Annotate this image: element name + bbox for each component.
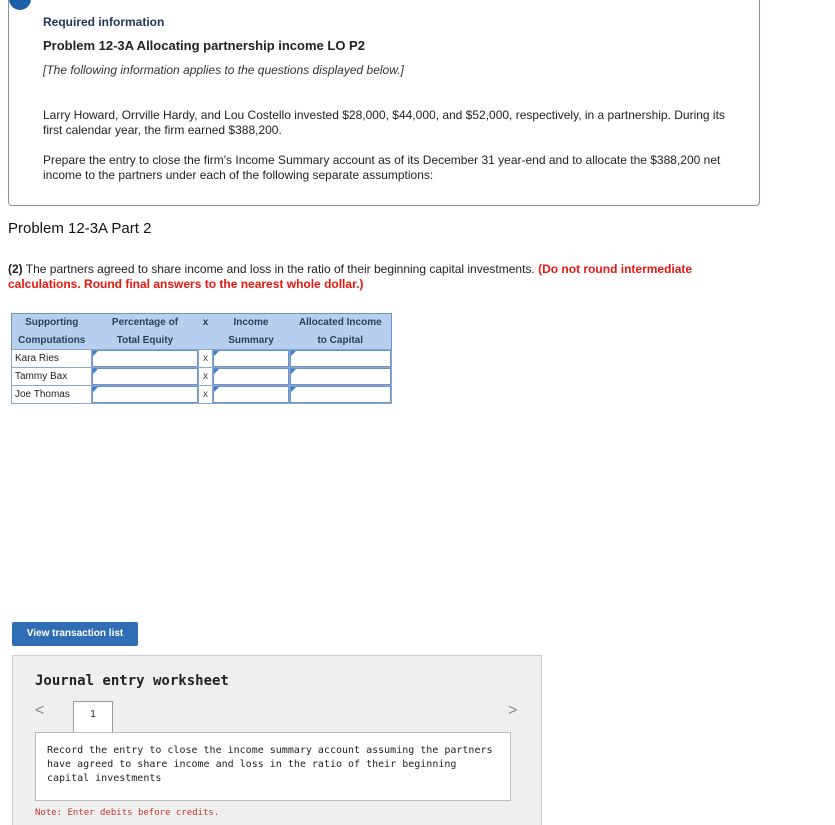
allocated-income-input[interactable]: [290, 350, 391, 367]
times-sign: x: [199, 386, 213, 404]
problem-instructions: Prepare the entry to close the firm's Income Summary account as of its December 31 year-end and to allocate the $388,200 net income to the partners under each of the following separate assumptions:: [43, 153, 721, 182]
income-summary-input[interactable]: [213, 386, 289, 403]
times-sign: x: [199, 368, 213, 386]
header-computations: Computations: [12, 332, 92, 350]
partner-name: Joe Thomas: [12, 386, 92, 404]
header-percentage: Percentage of: [92, 314, 199, 332]
times-sign: x: [199, 350, 213, 368]
income-summary-input[interactable]: [213, 350, 289, 367]
chevron-left-icon[interactable]: <: [35, 702, 45, 719]
required-information-title: Required information: [43, 15, 165, 29]
question-instruction: (Do not round intermediate calculations. Round final answers to the nearest whole dollar.): [8, 262, 693, 291]
info-note: [The following information applies to the questions displayed below.]: [43, 63, 404, 77]
question-number: (2): [8, 262, 23, 276]
required-information-panel: [8, 0, 760, 206]
worksheet-page-tab[interactable]: 1: [73, 701, 113, 732]
allocation-table: [11, 313, 392, 404]
header-total-equity: Total Equity: [92, 332, 199, 350]
header-supporting: Supporting: [12, 314, 92, 332]
header-times-blank: [199, 332, 213, 350]
income-summary-input[interactable]: [213, 368, 289, 385]
percentage-input[interactable]: [92, 368, 198, 385]
worksheet-title: Journal entry worksheet: [35, 673, 229, 689]
view-transaction-list-button[interactable]: View transaction list: [12, 622, 138, 646]
allocated-income-input[interactable]: [290, 386, 391, 403]
question-text: [8, 262, 748, 292]
header-allocated: Allocated Income: [290, 314, 392, 332]
header-times: x: [199, 314, 213, 332]
percentage-input[interactable]: [92, 386, 198, 403]
percentage-input[interactable]: [92, 350, 198, 367]
partner-name: Kara Ries: [12, 350, 92, 368]
problem-title: Problem 12-3A Allocating partnership income LO P2: [43, 38, 365, 53]
part-title: Problem 12-3A Part 2: [8, 220, 152, 237]
header-income: Income: [213, 314, 290, 332]
worksheet-note: Note: Enter debits before credits.: [35, 808, 220, 818]
allocated-income-input[interactable]: [290, 368, 391, 385]
header-to-capital: to Capital: [290, 332, 392, 350]
question-body: The partners agreed to share income and loss in the ratio of their beginning capital investments.: [22, 262, 539, 276]
table-row: [12, 350, 392, 368]
worksheet-instruction: Record the entry to close the income summary account assuming the partners have agreed to share income and loss in the ratio of their beginning capital investments: [35, 732, 511, 801]
table-row: [12, 386, 392, 404]
problem-description: Larry Howard, Orrville Hardy, and Lou Costello invested $28,000, $44,000, and $52,000, respectively, in a partnership. During its first calendar year, the firm earned $388,200.: [43, 108, 725, 137]
partner-name: Tammy Bax: [12, 368, 92, 386]
info-badge-icon: [9, 0, 31, 10]
chevron-right-icon[interactable]: >: [508, 702, 518, 719]
table-row: [12, 368, 392, 386]
header-summary: Summary: [213, 332, 290, 350]
journal-entry-worksheet: [12, 655, 542, 825]
